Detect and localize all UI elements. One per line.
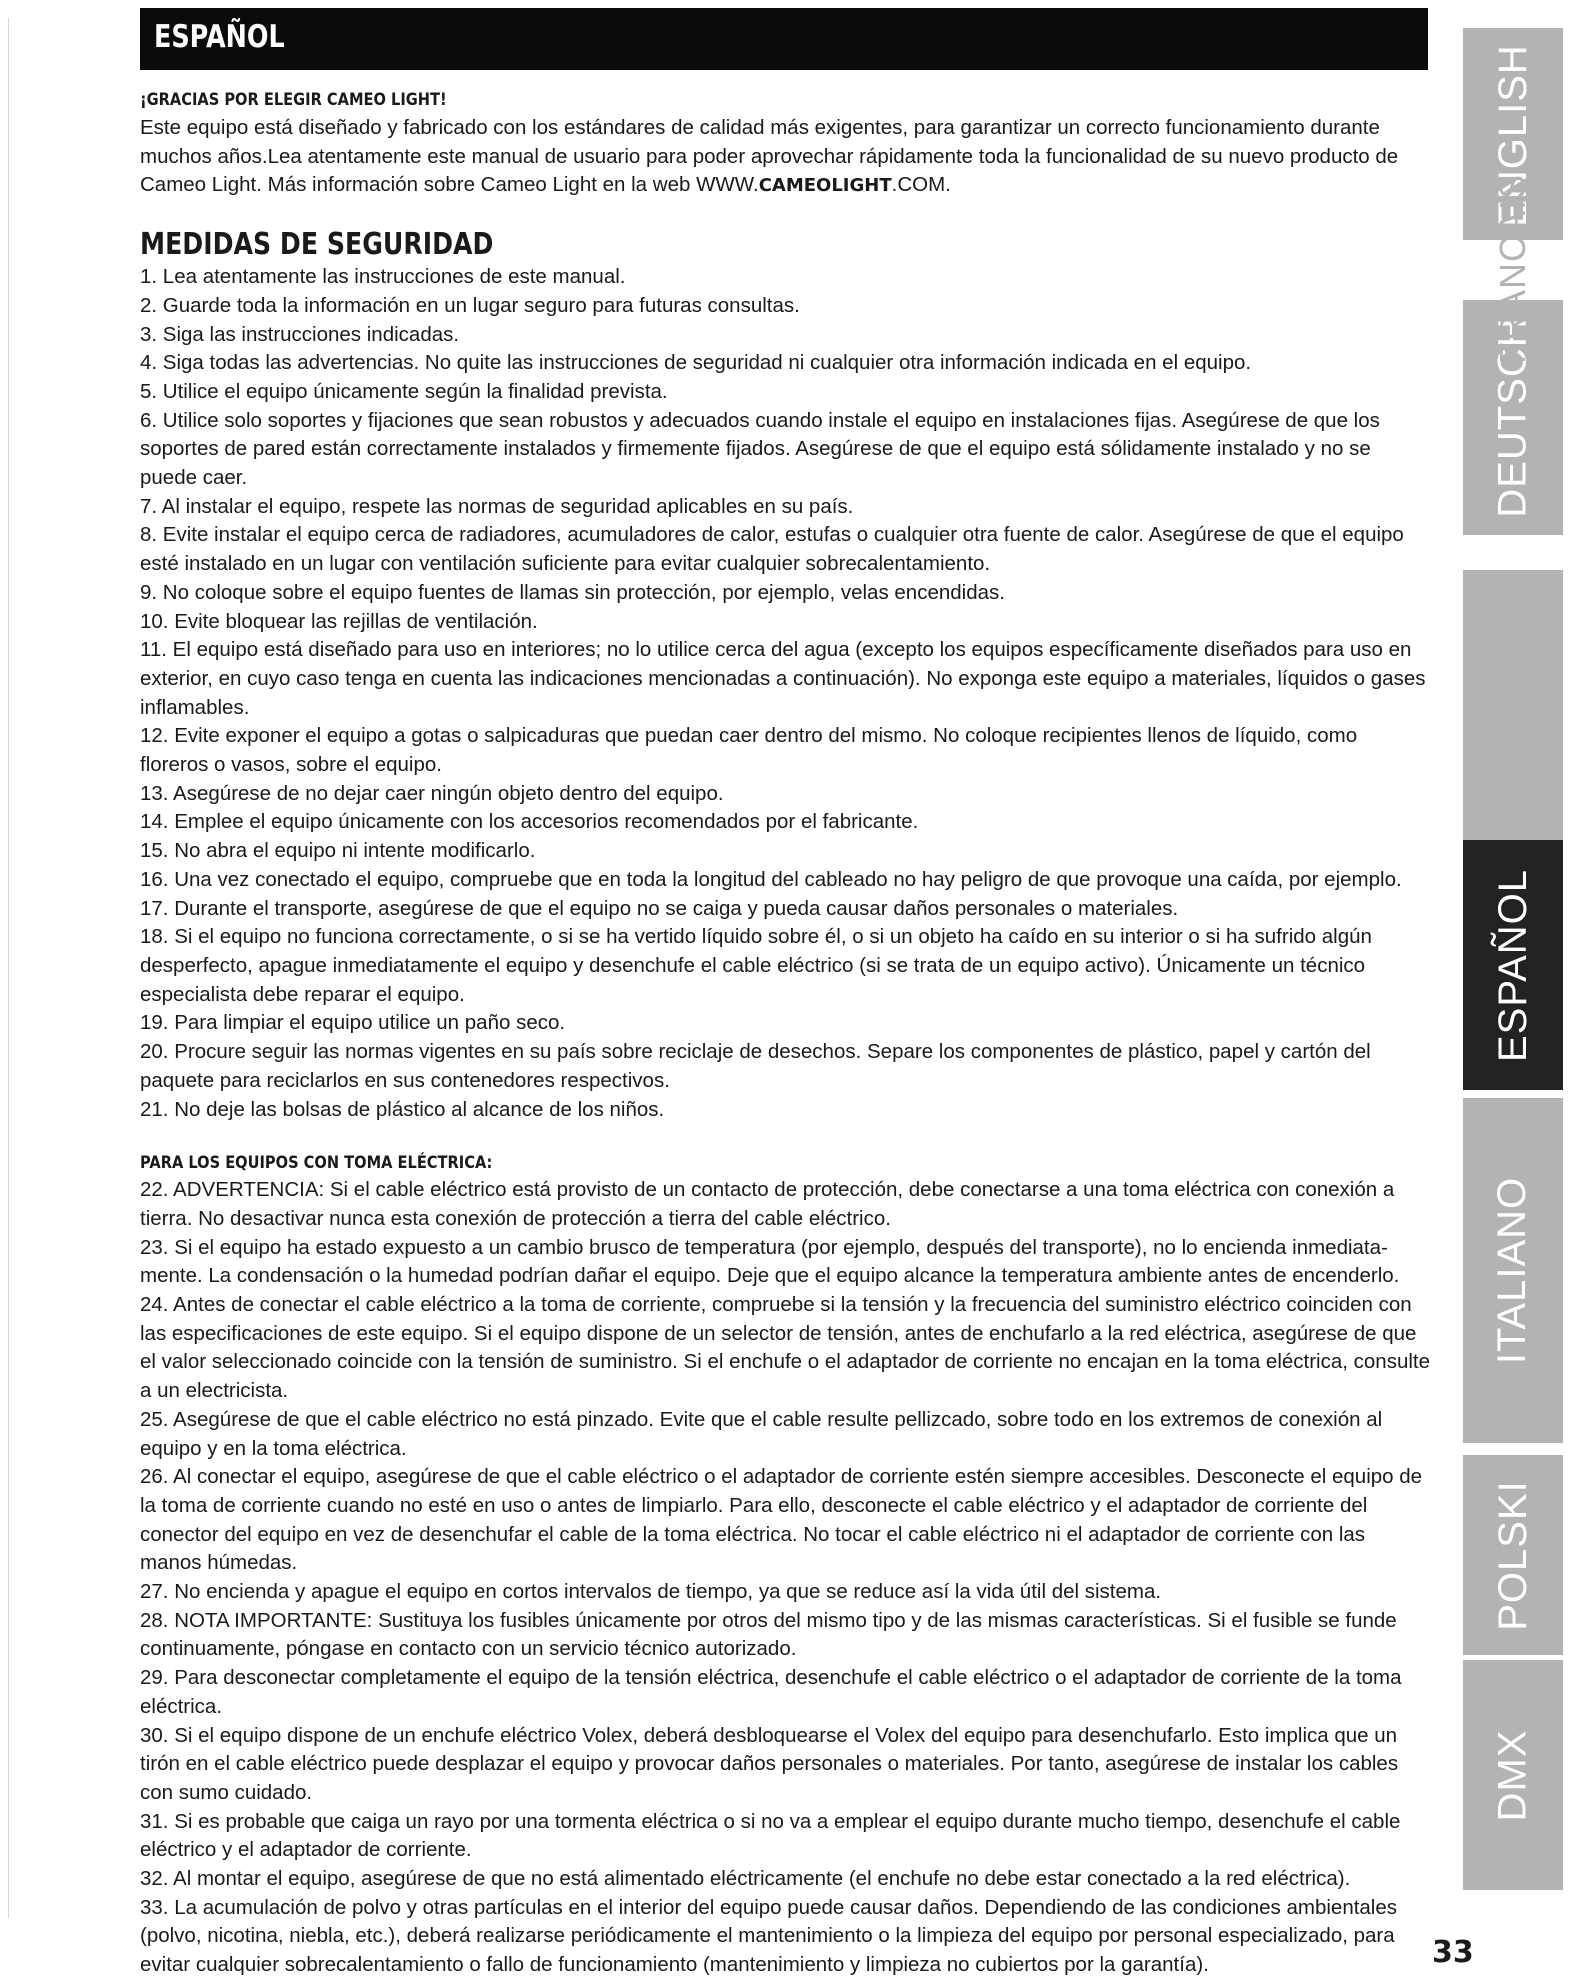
- language-header-title: ESPAÑOL: [154, 19, 285, 55]
- tab-deutsch-label: DEUTSCH: [1490, 317, 1535, 518]
- safety-item: 7. Al instalar el equipo, respete las normas de seguridad aplicables en su país.: [140, 494, 854, 518]
- tab-espanol-label: ESPAÑOL: [1490, 868, 1535, 1062]
- intro-paragraph: [140, 114, 1430, 201]
- tab-espanol-spacer: [1463, 570, 1563, 840]
- electrical-item: 25. Asegúrese de que el cable eléctrico no está pinzado. Evite que el cable resulte pellizcado, sobre todo en los extremos de conexión al equipo y en la toma eléctrica.: [140, 1407, 1383, 1460]
- electrical-item: 33. La acumulación de polvo y otras partículas en el interior del equipo puede causar daños. Dependiendo de las condiciones ambientales (polvo, nicotina, niebla, etc.), deberá realizarse periódicamente el mantenimiento o la limpieza del equipo por personal especializado, para evitar cualquier sobrecalentamiento o fallo de funcionamiento (mantenimiento y limpieza no cubiertos por la garantía).: [140, 1895, 1398, 1977]
- safety-item: 14. Emplee el equipo únicamente con los accesorios recomendados por el fabricante.: [140, 810, 919, 834]
- language-tabs: [1463, 0, 1563, 1973]
- electrical-item: 31. Si es probable que caiga un rayo por una tormenta eléctrica o si no va a emplear el equipo durante mucho tiempo, desenchufe el cable eléctrico y el adaptador de corriente.: [140, 1809, 1401, 1862]
- page-edge-line: [8, 18, 9, 1918]
- safety-item: 9. No coloque sobre el equipo fuentes de llamas sin protección, por ejemplo, velas encendidas.: [140, 580, 1005, 604]
- safety-item: 2. Guarde toda la información en un lugar seguro para futuras consultas.: [140, 293, 800, 317]
- language-header-bar: [140, 8, 1428, 70]
- tab-francais[interactable]: [1463, 173, 1563, 365]
- tab-dmx[interactable]: [1463, 1660, 1563, 1890]
- intro-title: ¡GRACIAS POR ELEGIR CAMEO LIGHT!: [140, 90, 447, 110]
- electrical-instructions-list: [140, 1176, 1430, 1980]
- safety-item: 20. Procure seguir las normas vigentes en su país sobre reciclaje de desechos. Separe los componentes de plástico, papel y cartón del paquete para reciclarlos en sus contenedores respectivos.: [140, 1040, 1371, 1092]
- tab-espanol[interactable]: [1463, 840, 1563, 1090]
- tab-polski-label: POLSKI: [1490, 1479, 1535, 1631]
- electrical-item: 27. No encienda y apague el equipo en cortos intervalos de tiempo, ya que se reduce así la vida útil del sistema.: [140, 1580, 1162, 1604]
- safety-item: 10. Evite bloquear las rejillas de ventilación.: [140, 609, 538, 633]
- tab-italiano[interactable]: [1463, 1098, 1563, 1443]
- electrical-section-title: PARA LOS EQUIPOS CON TOMA ELÉCTRICA:: [140, 1153, 493, 1174]
- safety-item: 8. Evite instalar el equipo cerca de radiadores, acumuladores de calor, estufas o cualquier otra fuente de calor. Asegúrese de que el equipo esté instalado en un lugar con ventilación suficiente para evitar cualquier sobrecalentamiento.: [140, 523, 1404, 576]
- intro-text: Este equipo está diseñado y fabricado con los estándares de calidad más exigentes, para garantizar un correcto funcionamiento durante muchos años.Lea atentamente este manual de usuario para poder aprovechar rápidamente toda la funcionalidad de su nuevo producto de Cameo Light. Más información sobre Cameo Light en la web WWW.: [140, 116, 1399, 197]
- tab-francais-label: FRANCAIS: [1492, 173, 1533, 365]
- electrical-item: 23. Si el equipo ha estado expuesto a un cambio brusco de temperatura (por ejemplo, después del transporte), no lo encienda inmediata-mente. La condensación o la humedad podrían dañar el equipo. Deje que el equipo alcance la temperatura ambiente antes de encenderlo.: [140, 1235, 1400, 1288]
- safety-item: 4. Siga todas las advertencias. No quite las instrucciones de seguridad ni cualquier otra información indicada en el equipo.: [140, 351, 1252, 375]
- safety-item: 19. Para limpiar el equipo utilice un paño seco.: [140, 1011, 566, 1035]
- tab-italiano-label: ITALIANO: [1490, 1176, 1535, 1365]
- electrical-item: 30. Si el equipo dispone de un enchufe eléctrico Volex, deberá desbloquearse el Volex del equipo para desenchufarlo. Esto implica que un tirón en el cable eléctrico puede desplazar el equipo y provocar daños personales o materiales. Por tanto, asegúrese de instalar los cables con sumo cuidado.: [140, 1723, 1399, 1804]
- electrical-item: 22. ADVERTENCIA: Si el cable eléctrico está provisto de un contacto de protección, debe conectarse a una toma eléctrica con conexión a tierra. No desactivar nunca esta conexión de protección a tierra del cable eléctrico.: [140, 1178, 1395, 1230]
- intro-website-bold: CAMEOLIGHT: [758, 175, 892, 197]
- tab-polski[interactable]: [1463, 1455, 1563, 1655]
- intro-text-end: .COM.: [891, 173, 951, 197]
- safety-item: 5. Utilice el equipo únicamente según la finalidad prevista.: [140, 379, 668, 403]
- electrical-item: 32. Al montar el equipo, asegúrese de que no está alimentado eléctricamente (el enchufe no debe estar conectado a la red eléctrica).: [140, 1867, 1351, 1891]
- safety-instructions-list: [140, 263, 1430, 1124]
- safety-section-title: MEDIDAS DE SEGURIDAD: [140, 227, 494, 263]
- safety-item: 3. Siga las instrucciones indicadas.: [140, 322, 460, 346]
- electrical-item: 24. Antes de conectar el cable eléctrico a la toma de corriente, compruebe si la tensión y la frecuencia del suministro eléctrico coinciden con las especificaciones de este equipo. Si el equipo dispone de un selector de tensión, antes de enchufarlo a la red eléctrica, asegúrese de que el valor seleccionado coincide con la tensión de suministro. Si el enchufe o el adaptador de corriente no encajan en la toma eléctrica, consulte a un electricista.: [140, 1293, 1430, 1403]
- safety-item: 1. Lea atentamente las instrucciones de este manual.: [140, 265, 626, 289]
- safety-item: 11. El equipo está diseñado para uso en interiores; no lo utilice cerca del agua (excepto los equipos específicamente diseñados para uso en exterior, en cuyo caso tenga en cuenta las indicaciones mencionadas a continuación). No exponga este equipo a materiales, líquidos o gases inflamables.: [140, 638, 1426, 719]
- electrical-item: 29. Para desconectar completamente el equipo de la tensión eléctrica, desenchufe el cable eléctrico o el adaptador de corriente de la toma eléctrica.: [140, 1666, 1402, 1718]
- electrical-item: 26. Al conectar el equipo, asegúrese de que el cable eléctrico o el adaptador de corriente estén siempre accesibles. Desconecte el equipo de la toma de corriente cuando no esté en uso o antes de limpiarlo. Para ello, desconecte el cable eléctrico y el adaptador de corriente del conector del equipo en vez de desenchufar el cable de la toma eléctrica. No tocar el cable eléctrico ni el adaptador de corriente con las manos húmedas.: [140, 1465, 1423, 1575]
- main-content: [140, 86, 1430, 1980]
- safety-item: 12. Evite exponer el equipo a gotas o salpicaduras que puedan caer dentro del mismo. No coloque recipientes llenos de líquido, como floreros o vasos, sobre el equipo.: [140, 724, 1358, 777]
- safety-item: 21. No deje las bolsas de plástico al alcance de los niños.: [140, 1097, 665, 1121]
- page-number: 33: [1432, 1935, 1474, 1970]
- safety-item: 17. Durante el transporte, asegúrese de que el equipo no se caiga y pueda causar daños personales o materiales.: [140, 896, 1179, 920]
- tab-dmx-label: DMX: [1490, 1729, 1535, 1821]
- safety-item: 18. Si el equipo no funciona correctamente, o si se ha vertido líquido sobre él, o si un objeto ha caído en su interior o si ha sufrido algún desperfecto, apague inmediatamente el equipo y desenchufe el cable eléctrico (si se trata de un equipo activo). Únicamente un técnico especialista debe reparar el equipo.: [140, 925, 1372, 1006]
- electrical-item: 28. NOTA IMPORTANTE: Sustituya los fusibles únicamente por otros del mismo tipo y de las mismas características. Si el fusible se funde continuamente, póngase en contacto con un servicio técnico autorizado.: [140, 1608, 1397, 1661]
- safety-item: 13. Asegúrese de no dejar caer ningún objeto dentro del equipo.: [140, 781, 724, 805]
- safety-item: 15. No abra el equipo ni intente modificarlo.: [140, 839, 536, 863]
- tab-english-label: ENGLISH: [1490, 44, 1535, 227]
- safety-item: 6. Utilice solo soportes y fijaciones que sean robustos y adecuados cuando instale el equipo en instalaciones fijas. Asegúrese de que los soportes de pared están correctamente instalados y firmemente fijados. Asegúrese de que el equipo está sólidamente instalado y no se puede caer.: [140, 408, 1380, 490]
- safety-item: 16. Una vez conectado el equipo, compruebe que en toda la longitud del cableado no hay peligro de que provoque una caída, por ejemplo.: [140, 867, 1402, 891]
